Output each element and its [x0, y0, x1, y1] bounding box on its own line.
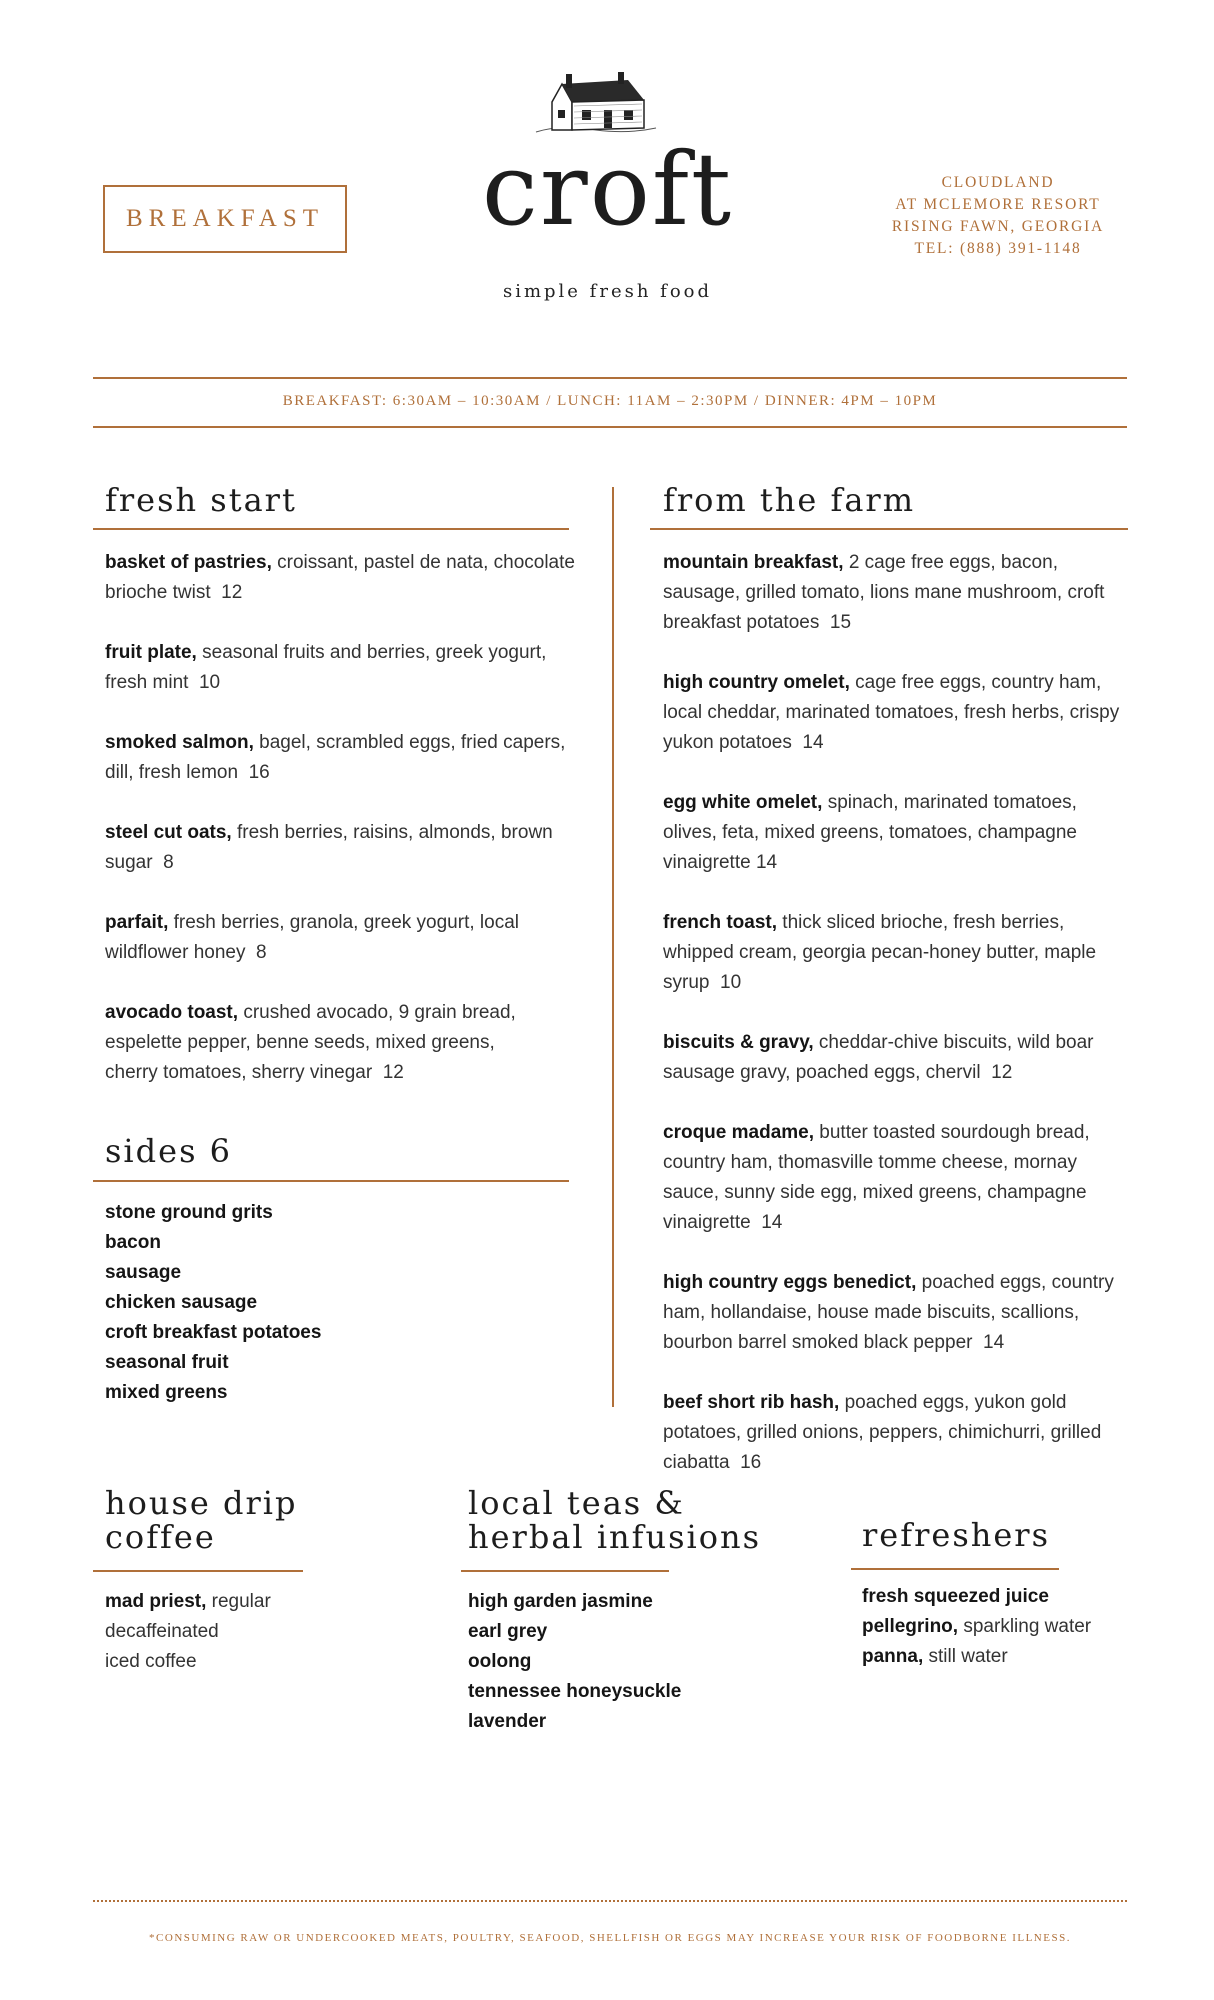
section-title-coffee — [105, 1486, 298, 1554]
section-rule — [461, 1570, 669, 1572]
side-item: stone ground grits — [105, 1202, 273, 1223]
coffee-list — [105, 1587, 405, 1677]
phone-line: TEL: (888) 391-1148 — [914, 240, 1082, 257]
coffee-item: iced coffee — [105, 1651, 197, 1672]
menu-item — [663, 548, 1133, 638]
item-name: fresh squeezed juice — [862, 1586, 1049, 1607]
item-name: panna, — [862, 1646, 924, 1667]
tea-item: tennessee honeysuckle — [468, 1681, 682, 1702]
coffee-item — [105, 1587, 405, 1617]
item-desc: poached eggs, country ham, hollandaise, house made biscuits, scallions, bourbon barrel smoked black pepper 14 — [663, 1272, 1114, 1353]
address-line: RISING FAWN, GEORGIA — [891, 218, 1105, 235]
section-title-teas — [468, 1486, 761, 1554]
item-name: fruit plate, — [105, 642, 197, 663]
section-title-fresh-start: fresh start — [105, 481, 297, 519]
section-title-refreshers: refreshers — [862, 1516, 1050, 1554]
item-desc: bagel, scrambled eggs, fried capers, dill, fresh lemon 16 — [105, 732, 566, 783]
side-item: mixed greens — [105, 1382, 228, 1403]
item-desc: cheddar-chive biscuits, wild boar sausage gravy, poached eggs, chervil 12 — [663, 1032, 1094, 1083]
tea-item: earl grey — [468, 1621, 548, 1642]
refreshers-list — [862, 1582, 1182, 1672]
item-desc: spinach, marinated tomatoes, olives, feta, mixed greens, tomatoes, champagne vinaigrette 14 — [663, 792, 1078, 873]
address-block — [878, 172, 1118, 260]
menu-item — [105, 728, 575, 788]
divider — [93, 377, 1127, 379]
menu-item — [105, 998, 525, 1088]
item-desc: fresh berries, granola, greek yogurt, local wildflower honey 8 — [105, 912, 519, 963]
menu-item — [105, 638, 575, 698]
item-name: parfait, — [105, 912, 169, 933]
column-divider — [612, 487, 614, 1407]
menu-item — [663, 788, 1133, 878]
tea-item: oolong — [468, 1651, 532, 1672]
tea-item: high garden jasmine — [468, 1591, 653, 1612]
menu-item — [663, 1388, 1133, 1478]
menu-item — [663, 668, 1133, 758]
coffee-item: decaffeinated — [105, 1621, 219, 1642]
section-title-from-the-farm: from the farm — [663, 481, 916, 519]
tea-item: lavender — [468, 1711, 547, 1732]
section-rule — [851, 1568, 1059, 1570]
side-item: sausage — [105, 1262, 182, 1283]
hours-banner: BREAKFAST: 6:30AM – 10:30AM / LUNCH: 11AM – 2:30PM / DINNER: 4PM – 10PM — [282, 393, 938, 409]
item-desc: croissant, pastel de nata, chocolate brioche twist 12 — [105, 552, 575, 603]
item-name: pellegrino, — [862, 1616, 959, 1637]
menu-item — [663, 1028, 1133, 1088]
logo-wordmark: croft — [481, 131, 734, 248]
menu-item — [105, 908, 575, 968]
title-line: house drip — [105, 1484, 298, 1522]
item-name: basket of pastries, — [105, 552, 272, 573]
item-name: high country omelet, — [663, 672, 850, 693]
teas-list — [468, 1587, 788, 1737]
item-desc: butter toasted sourdough bread, country ham, thomasville tomme cheese, mornay sauce, sunny side egg, mixed greens, champagne vinaigrette 14 — [663, 1122, 1090, 1233]
footer-divider — [93, 1900, 1127, 1902]
section-rule — [93, 1570, 303, 1572]
item-desc: 2 cage free eggs, bacon, sausage, grilled tomato, lions mane mushroom, croft breakfast potatoes 15 — [663, 552, 1105, 633]
item-desc: sparkling water — [958, 1616, 1092, 1637]
sides-list — [105, 1198, 505, 1408]
refresher-item — [862, 1642, 1182, 1672]
item-name: steel cut oats, — [105, 822, 232, 843]
footer-disclaimer: *CONSUMING RAW OR UNDERCOOKED MEATS, POULTRY, SEAFOOD, SHELLFISH OR EGGS MAY INCREASE YOUR RISK OF FOODBORNE ILLNESS. — [149, 1932, 1071, 1944]
section-title-sides: sides 6 — [105, 1132, 233, 1170]
from-the-farm-list — [663, 548, 1133, 1508]
tagline: simple fresh food — [502, 281, 713, 302]
item-name: smoked salmon, — [105, 732, 254, 753]
menu-item — [663, 1268, 1133, 1358]
side-item: chicken sausage — [105, 1292, 258, 1313]
item-desc: poached eggs, yukon gold potatoes, grilled onions, peppers, chimichurri, grilled ciabatta 16 — [663, 1392, 1102, 1473]
section-rule — [93, 528, 569, 530]
section-rule — [93, 1180, 569, 1182]
address-line: CLOUDLAND — [941, 174, 1055, 191]
item-name: croque madame, — [663, 1122, 814, 1143]
title-line: local teas & — [468, 1484, 685, 1522]
item-name: mountain breakfast, — [663, 552, 844, 573]
refresher-item — [862, 1612, 1182, 1642]
menu-item — [105, 548, 575, 608]
item-desc: cage free eggs, country ham, local cheddar, marinated tomatoes, fresh herbs, crispy yukon potatoes 14 — [663, 672, 1120, 753]
item-name: egg white omelet, — [663, 792, 823, 813]
item-desc: crushed avocado, 9 grain bread, espelette pepper, benne seeds, mixed greens, cherry tomatoes, sherry vinegar 12 — [105, 1002, 516, 1083]
item-name: biscuits & gravy, — [663, 1032, 814, 1053]
side-item: bacon — [105, 1232, 161, 1253]
refresher-item — [862, 1582, 1182, 1612]
address-line: AT MCLEMORE RESORT — [895, 196, 1101, 213]
item-desc: regular — [206, 1591, 271, 1612]
divider — [93, 426, 1127, 428]
item-name: french toast, — [663, 912, 778, 933]
item-desc: still water — [923, 1646, 1008, 1667]
item-name: mad priest, — [105, 1591, 207, 1612]
menu-item — [105, 818, 575, 878]
item-name: beef short rib hash, — [663, 1392, 840, 1413]
item-name: avocado toast, — [105, 1002, 239, 1023]
menu-badge: BREAKFAST — [103, 185, 347, 253]
item-name: high country eggs benedict, — [663, 1272, 917, 1293]
side-item: croft breakfast potatoes — [105, 1322, 322, 1343]
item-desc: seasonal fruits and berries, greek yogurt, fresh mint 10 — [105, 642, 547, 693]
item-desc: thick sliced brioche, fresh berries, whipped cream, georgia pecan-honey butter, maple syrup 10 — [663, 912, 1097, 993]
title-line: coffee — [105, 1518, 216, 1556]
menu-item — [663, 908, 1133, 998]
section-rule — [650, 528, 1128, 530]
item-desc: fresh berries, raisins, almonds, brown sugar 8 — [105, 822, 553, 873]
menu-item — [663, 1118, 1133, 1238]
title-line: herbal infusions — [468, 1518, 762, 1556]
side-item: seasonal fruit — [105, 1352, 229, 1373]
fresh-start-list — [105, 548, 575, 1118]
